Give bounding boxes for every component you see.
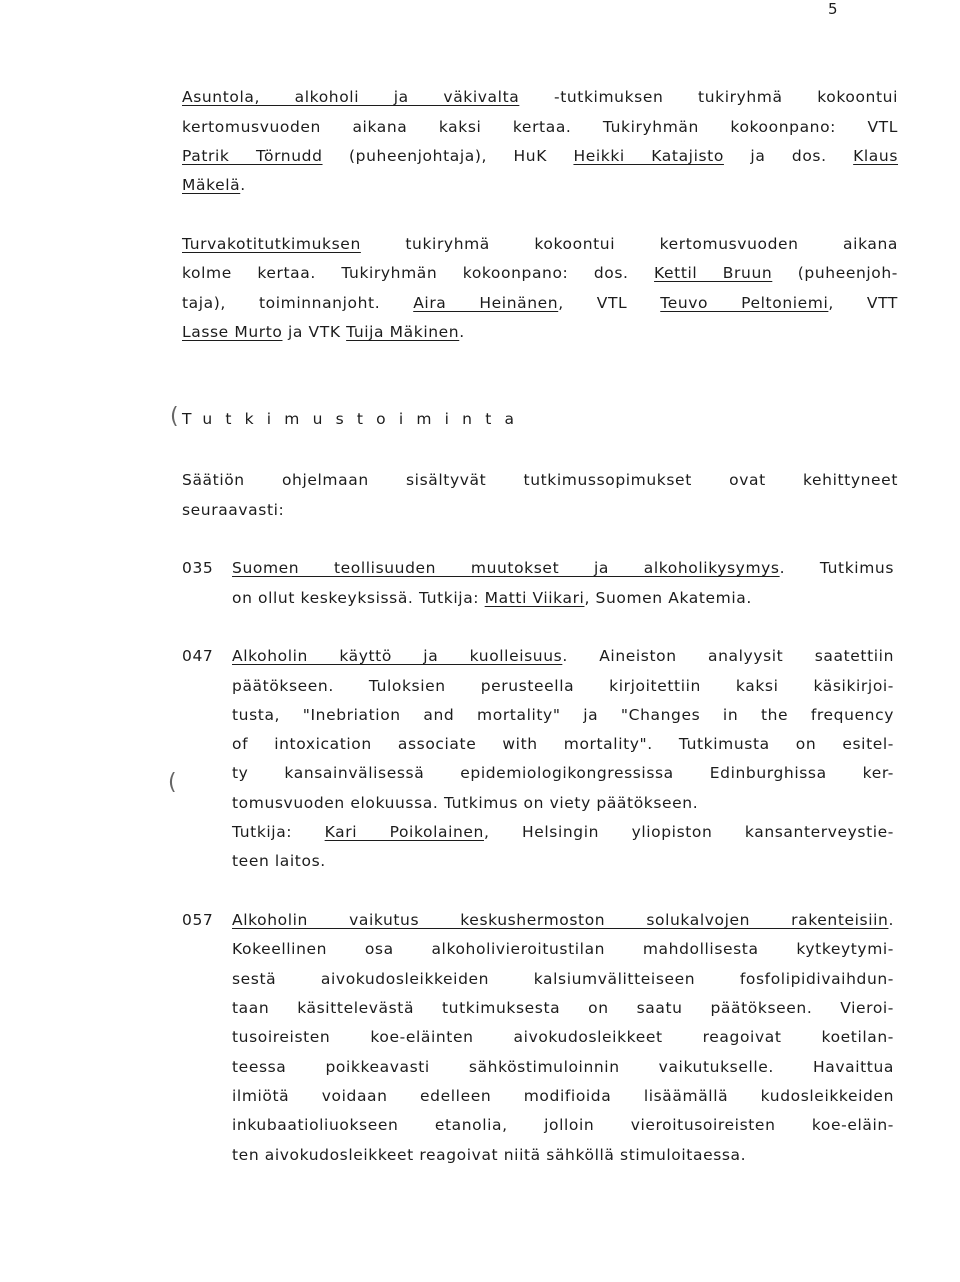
p1-text: ja dos.	[723, 147, 854, 165]
item-057-line-2: Kokeellinen osa alkoholivieroitustilan mahdollisesta kytkeytymi-	[232, 940, 894, 958]
item-057-line-9: ten aivokudosleikkeet reagoivat niitä sähköllä stimuloitaessa.	[232, 1146, 747, 1164]
item-057-line-5: tusoireisten koe-eläinten aivokudosleikkeet reagoivat koetilan-	[232, 1028, 894, 1046]
item-047-title: Alkoholin käyttö ja kuolleisuus	[232, 647, 563, 665]
item-057-line-8: inkubaatioliuokseen etanolia, jolloin vieroitusoireisten koe-eläin-	[232, 1116, 894, 1134]
item-035-line-1	[232, 557, 894, 579]
item-047-line-3: tusta, "Inebriation and mortality" ja "Changes in the frequency	[232, 706, 894, 724]
name-klaus: Klaus	[853, 147, 899, 165]
item-047-line-8: teen laitos.	[232, 852, 326, 870]
name-makela: Mäkelä	[182, 176, 241, 194]
item-047-line-2: päätökseen. Tuloksien perusteella kirjoitettiin kaksi käsikirjoi-	[232, 677, 894, 695]
item-057-number: 057	[182, 911, 214, 929]
item-047-line-4: of intoxication associate with mortality". Tutkimusta on esitel-	[232, 735, 894, 753]
item-057-line-6: teessa poikkeavasti sähköstimuloinnin vaikutukselle. Havaittua	[232, 1058, 894, 1076]
p2-text: ja VTK	[282, 323, 347, 341]
item-035-text: . Tutkimus	[779, 559, 894, 577]
scan-mark: (	[168, 770, 177, 795]
item-035-title: Suomen teollisuuden muutokset ja alkoholikysymys	[232, 559, 780, 577]
item-047-text: Tutkija:	[232, 823, 325, 841]
item-057-line-1	[232, 909, 894, 931]
page-number: 5	[828, 0, 838, 18]
item-047-text: , Helsingin yliopiston kansanterveystie-	[483, 823, 895, 841]
p1-line-4	[182, 174, 898, 196]
p1-title-link: Asuntola, alkoholi ja väkivalta	[182, 88, 520, 106]
scan-mark: (	[170, 404, 179, 429]
item-057-line-3: sestä aivokudosleikkeiden kalsiumvälitteiseen fosfolipidivaihdun-	[232, 970, 894, 988]
item-035-text: , Suomen Akatemia.	[584, 589, 752, 607]
p2-line-3	[182, 292, 898, 314]
p2-text: taja), toiminnanjoht.	[182, 294, 414, 312]
item-057-line-7: ilmiötä voidaan edelleen modifioida lisäämällä kudosleikkeiden	[232, 1087, 894, 1105]
name-peltoniemi: Teuvo Peltoniemi	[660, 294, 829, 312]
p2-line-1	[182, 233, 898, 255]
section-heading: Tutkimustoiminta	[182, 410, 528, 428]
p1-text: .	[240, 176, 246, 194]
item-047-line-5: ty kansainvälisessä epidemiologikongressissa Edinburghissa ker-	[232, 764, 894, 782]
p2-line-4	[182, 321, 898, 343]
item-057-text: .	[888, 911, 894, 929]
p2-line-2	[182, 262, 898, 284]
item-047-line-1	[232, 645, 894, 667]
item-035-number: 035	[182, 559, 214, 577]
intro-line-1: Säätiön ohjelmaan sisältyvät tutkimussopimukset ovat kehittyneet	[182, 471, 898, 489]
item-057-title: Alkoholin vaikutus keskushermoston solukalvojen rakenteisiin	[232, 911, 889, 929]
name-murto: Lasse Murto	[182, 323, 283, 341]
item-047-number: 047	[182, 647, 214, 665]
name-makinen: Tuija Mäkinen	[346, 323, 460, 341]
p1-text: -tutkimuksen tukiryhmä kokoontui	[519, 88, 898, 106]
intro-line-2: seuraavasti:	[182, 501, 285, 519]
item-047-line-7	[232, 821, 894, 843]
item-035-line-2	[232, 587, 894, 609]
item-035-text: on ollut keskeyksissä. Tutkija:	[232, 589, 485, 607]
name-viikari: Matti Viikari	[484, 589, 585, 607]
name-poikolainen: Kari Poikolainen	[324, 823, 484, 841]
p1-text: (puheenjohtaja), HuK	[322, 147, 574, 165]
name-katajisto: Heikki Katajisto	[573, 147, 724, 165]
p2-text: (puheenjoh-	[772, 264, 898, 282]
item-057-line-4: taan käsittelevästä tutkimuksesta on saatu päätökseen. Vieroi-	[232, 999, 894, 1017]
p1-line-1	[182, 86, 898, 108]
p1-line-3	[182, 145, 898, 167]
name-bruun: Kettil Bruun	[654, 264, 773, 282]
p2-title: Turvakotitutkimuksen	[182, 235, 361, 253]
p2-text: tukiryhmä kokoontui kertomusvuoden aikana	[360, 235, 898, 253]
name-tornudd: Patrik Törnudd	[182, 147, 323, 165]
p2-text: kolme kertaa. Tukiryhmän kokoonpano: dos.	[182, 264, 655, 282]
p2-text: , VTL	[558, 294, 661, 312]
name-heinanen: Aira Heinänen	[413, 294, 559, 312]
p2-text: , VTT	[828, 294, 898, 312]
item-047-text: . Aineiston analyysit saatettiin	[562, 647, 894, 665]
p1-line-2: kertomusvuoden aikana kaksi kertaa. Tukiryhmän kokoonpano: VTL	[182, 118, 898, 136]
p2-text: .	[459, 323, 465, 341]
item-047-line-6: tomusvuoden elokuussa. Tutkimus on viety päätökseen.	[232, 794, 699, 812]
